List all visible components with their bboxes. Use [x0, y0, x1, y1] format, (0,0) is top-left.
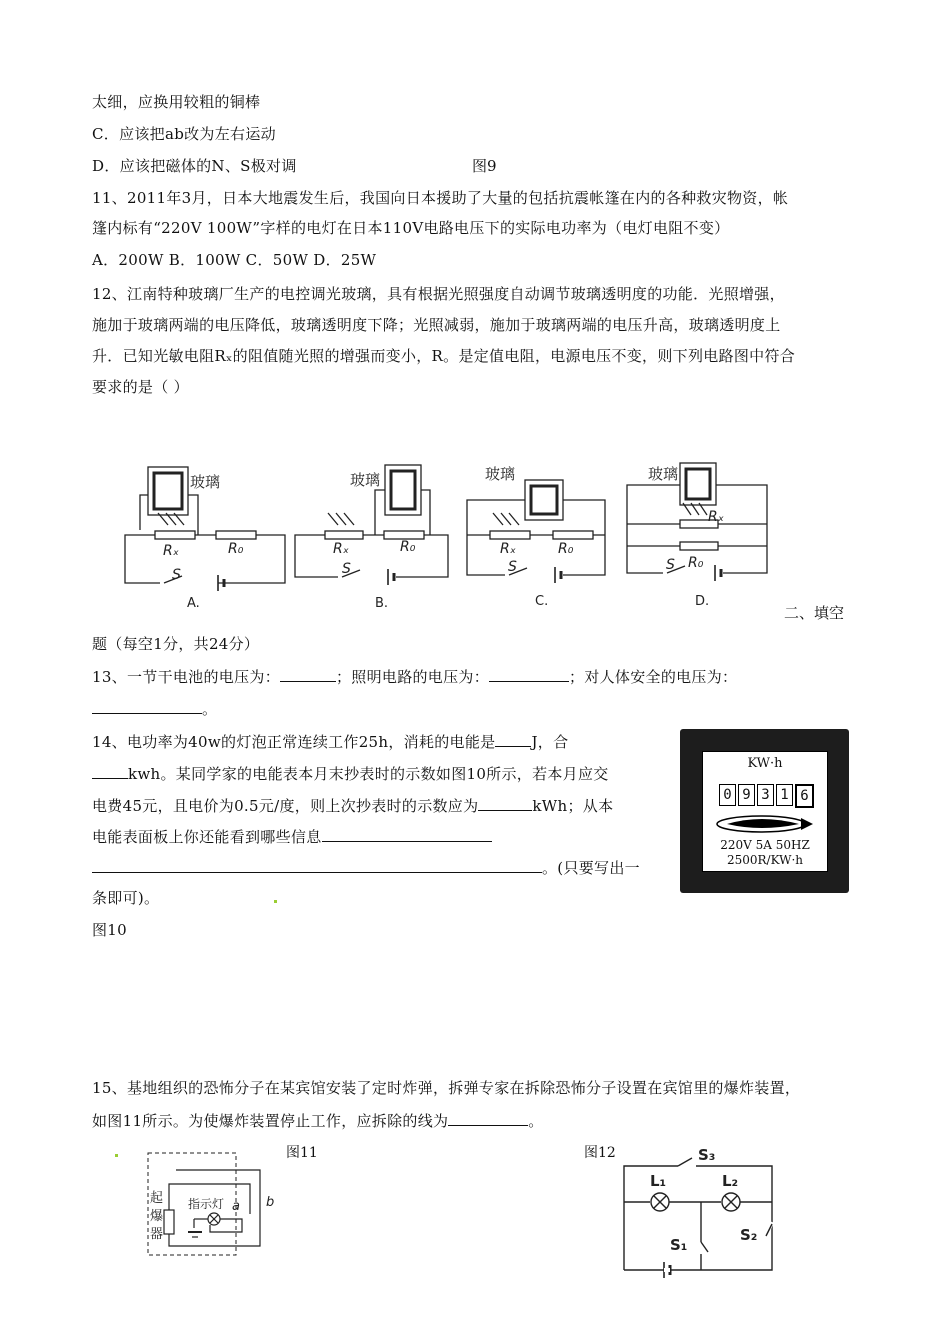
q14-part-b: kwh。某同学家的电能表本月末抄表时的示数如图10所示，若本月应交: [128, 765, 609, 783]
l1-label: L₁: [650, 1172, 667, 1190]
q14-part-d: 电能表面板上你还能看到哪些信息: [92, 828, 322, 846]
meter-unit: KW·h: [747, 756, 783, 771]
option-c-label: C.: [535, 594, 549, 609]
fig11-caption: 图11: [286, 1145, 318, 1161]
q14-line-4: [92, 826, 492, 847]
detonator-char-2: 爆: [150, 1209, 164, 1224]
switch-label-a: S: [172, 567, 181, 583]
option-d-label: D.: [695, 594, 710, 609]
meter-disc-arrow-icon: [713, 812, 817, 836]
q13-blank-2[interactable]: [489, 666, 569, 682]
r0-label-d: R₀: [688, 555, 704, 571]
detonator-char-3: 器: [150, 1227, 164, 1242]
meter-digit-4: 1: [776, 784, 793, 806]
switch-label-b: S: [342, 561, 351, 577]
q12-circuit-diagrams: [110, 455, 770, 620]
q14-blank-5[interactable]: [92, 857, 542, 873]
fig11-bomb-circuit: [140, 1148, 290, 1260]
s3-label: S₃: [698, 1146, 716, 1164]
q15-part-b1: 如图11所示。为使爆炸装置停止工作，应拆除的线为: [92, 1112, 449, 1130]
glass-label-d: 玻璃: [648, 465, 679, 483]
q13-line-2: [92, 698, 217, 719]
meter-panel: [702, 751, 828, 872]
q13-line: [92, 666, 737, 687]
meter-spec-2: 2500R/KW·h: [726, 853, 804, 867]
q14-part-e: 。(只要写出一: [542, 859, 640, 877]
q10-option-b-continued: 太细，应换用较粗的铜棒: [92, 93, 261, 111]
option-b-label: B.: [375, 596, 389, 611]
meter-digit-3: 3: [757, 784, 774, 806]
q12-text-3: 升．已知光敏电阻Rₓ的阻值随光照的增强而变小，R。是定值电阻，电源电压不变，则下列电路图中符合: [92, 347, 796, 365]
q15-part-b2: 。: [528, 1112, 544, 1130]
circuit-c: [467, 480, 605, 583]
glass-label-b: 玻璃: [350, 471, 381, 489]
rx-label-d: Rₓ: [708, 509, 724, 525]
q10-option-c: C．应该把ab改为左右运动: [92, 125, 276, 143]
r0-label-a: R₀: [228, 541, 244, 557]
q14-line-5: [92, 857, 640, 878]
q13-blank-3[interactable]: [92, 698, 202, 714]
rx-label-a: Rₓ: [163, 543, 179, 559]
s2-label: S₂: [740, 1226, 758, 1244]
q13-part-b: ；照明电路的电压为：: [336, 668, 490, 686]
section2-heading-b: 题（每空1分，共24分）: [92, 635, 260, 653]
q14-blank-1[interactable]: [495, 731, 531, 747]
q14-blank-2[interactable]: [92, 763, 128, 779]
q14-part-a2: J，合: [531, 733, 569, 751]
r0-label-b: R₀: [400, 539, 416, 555]
q15-line-2: [92, 1110, 544, 1131]
q14-blank-4[interactable]: [322, 826, 492, 842]
q13-part-a: 13、一节干电池的电压为：: [92, 668, 280, 686]
switch-label-d: S: [666, 557, 675, 573]
meter-digit-1: 0: [719, 784, 736, 806]
q11-options: A．200W B．100W C．50W D．25W: [92, 251, 377, 269]
rx-label-c: Rₓ: [500, 541, 516, 557]
wire-b-label: b: [266, 1195, 275, 1210]
fig10-caption: 图10: [92, 921, 127, 939]
q15-text-1: 15、基地组织的恐怖分子在某宾馆安装了定时炸弹，拆弹专家在拆除恐怖分子设置在宾馆里的爆炸装置，: [92, 1079, 801, 1097]
indicator-label: 指示灯: [188, 1197, 225, 1211]
wire-a-label: a: [232, 1199, 240, 1214]
q10-option-d: [92, 156, 297, 176]
s1-label: S₁: [670, 1236, 688, 1254]
q14-blank-3[interactable]: [478, 795, 532, 811]
q12-text-2: 施加于玻璃两端的电压降低，玻璃透明度下降；光照减弱，施加于玻璃两端的电压升高，玻璃透明度上: [92, 316, 781, 334]
q14-line-1: [92, 731, 568, 752]
r0-label-c: R₀: [558, 541, 574, 557]
q14-part-a1: 14、电功率为40w的灯泡正常连续工作25h，消耗的电能是: [92, 733, 496, 751]
q11-text-2: 篷内标有“220V 100W”字样的电灯在日本110V电路电压下的实际电功率为（电灯电阻不变）: [92, 219, 730, 237]
q13-end: 。: [202, 700, 218, 718]
meter-spec-1: 220V 5A 50HZ: [720, 838, 810, 852]
fig12-circuit: [612, 1146, 782, 1284]
q11-text-1: 11、2011年3月，日本大地震发生后，我国向日本援助了大量的包括抗震帐篷在内的各种救灾物资，帐: [92, 189, 789, 207]
q14-part-c1: 电费45元，且电价为0.5元/度，则上次抄表时的示数应为: [92, 797, 479, 815]
detonator-char-1: 起: [150, 1191, 164, 1206]
fig9-caption: 图9: [472, 157, 497, 175]
q10-option-d-text: D．应该把磁体的N、S极对调: [92, 157, 297, 175]
q14-line-2: [92, 763, 609, 784]
glass-label-c: 玻璃: [485, 465, 516, 483]
meter-digits: [719, 784, 816, 808]
rx-label-b: Rₓ: [333, 541, 349, 557]
glass-label-a: 玻璃: [190, 473, 221, 491]
meter-digit-5: 6: [795, 784, 814, 808]
q12-text-4: 要求的是（ ）: [92, 378, 189, 396]
q13-part-c: ；对人体安全的电压为：: [569, 668, 738, 686]
q14-line-3: [92, 795, 613, 816]
q15-blank[interactable]: [448, 1110, 528, 1126]
meter-digit-2: 9: [738, 784, 755, 806]
electricity-meter: [680, 729, 849, 893]
q14-line-6: 条即可)。: [92, 889, 160, 907]
marker-dot: [274, 900, 277, 903]
fig12-caption: 图12: [584, 1145, 616, 1161]
option-a-label: A.: [187, 596, 200, 611]
q13-blank-1[interactable]: [280, 666, 336, 682]
l2-label: L₂: [722, 1172, 739, 1190]
q12-text-1: 12、江南特种玻璃厂生产的电控调光玻璃，具有根据光照强度自动调节玻璃透明度的功能．光照增强，: [92, 285, 785, 303]
section2-heading-a: 二、填空: [784, 604, 845, 622]
switch-label-c: S: [508, 559, 517, 575]
marker-dot-2: [115, 1154, 118, 1157]
q14-part-c2: kWh；从本: [532, 797, 614, 815]
